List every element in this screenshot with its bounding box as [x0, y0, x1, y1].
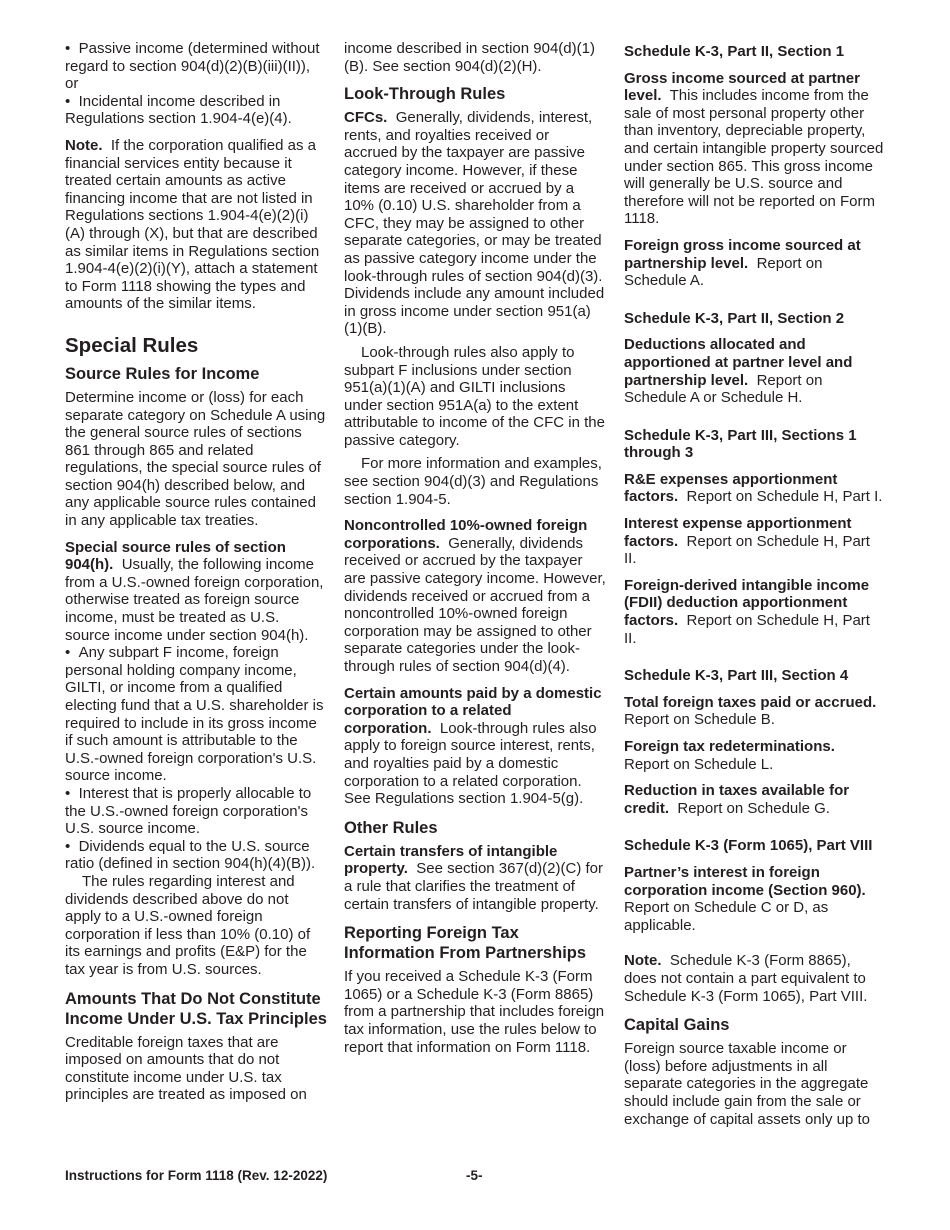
page-number: -5- [466, 1168, 483, 1183]
page-footer [65, 1168, 886, 1186]
gross-income-label: Gross income sourced at partner level. [624, 69, 860, 105]
bullet-incidental-income: • Incidental income described in Regulations section 1.904-4(e)(4). [65, 93, 327, 128]
re-text: Report on Schedule H, Part I. [686, 488, 883, 506]
certain-amounts-text: Look-through rules also apply to foreign source interest, rents, and royalties paid by a domestic corporation to a related corporation. See Regulations section 1.904-5(g). [344, 719, 597, 808]
column-right [624, 40, 886, 1137]
noncontrolled-label: Noncontrolled 10%-owned foreign corporations. [344, 517, 588, 552]
capital-gains-text: Foreign source taxable income or (loss) before adjustments in all separate categories in the aggregate should include gain from the sale or exchange of capital assets only up to [624, 1040, 870, 1128]
special-source-paragraph [65, 539, 327, 645]
transfers-text: See section 367(d)(2)(C) for a rule that clarifies the treatment of certain transfers of intangible property. [344, 860, 603, 913]
foreign-gross-label: Foreign gross income sourced at partnership level. [624, 236, 861, 272]
interest-label: Interest expense apportionment factors. [624, 515, 852, 550]
note-8865-text: Schedule K-3 (Form 8865), does not contain a part equivalent to Schedule K-3 (Form 1065), Part VIII. [624, 952, 868, 1005]
heading-part2-section1: Schedule K-3, Part II, Section 1 [624, 43, 845, 60]
reduction-paragraph [624, 782, 886, 817]
fdii-paragraph [624, 577, 886, 647]
partner-interest-label: Partner’s interest in foreign corporation income (Section 960). [624, 863, 866, 899]
bullet-interest: • Interest that is properly allocable to the U.S.-owned foreign corporation's U.S. source income. [65, 785, 327, 838]
footer-form-title: Instructions for Form 1118 (Rev. 12-2022) [65, 1168, 328, 1183]
gross-income-text: This includes income from the sale of most personal property other than inventory, depreciable property, and certain intangible property sourced under section 865. This gross income will generally be U.S. source and therefore will not be reported on Form 1118. [624, 87, 884, 228]
redeterminations-label: Foreign tax redeterminations. [624, 738, 835, 755]
interest-text: Report on Schedule H, Part II. [624, 532, 870, 568]
heading-part3-sections1-3: Schedule K-3, Part III, Sections 1 through 3 [624, 426, 857, 462]
reduction-label: Reduction in taxes available for credit. [624, 782, 850, 817]
amounts-heading: Amounts That Do Not Constitute Income Under U.S. Tax Principles [65, 989, 327, 1028]
reduction-text: Report on Schedule G. [677, 799, 830, 817]
partner-interest-paragraph [624, 864, 886, 934]
look-through-heading: Look-Through Rules [344, 85, 506, 104]
reporting-text: If you received a Schedule K-3 (Form 1065) or a Schedule K-3 (Form 8865) from a partnership that includes foreign tax information, use the rules below to report that information on Form 1118. [344, 968, 605, 1056]
bullet-passive-income: • Passive income (determined without regard to section 904(d)(2)(B)(iii)(II)), or [65, 40, 327, 93]
foreign-gross-paragraph [624, 237, 886, 290]
note-8865-label: Note. [624, 952, 662, 970]
deductions-label: Deductions allocated and apportioned at partner level and partnership level. [624, 336, 853, 389]
bullet-dividends: • Dividends equal to the U.S. source ratio (defined in section 904(h)(4)(B)). [65, 838, 327, 873]
more-info-text: For more information and examples, see section 904(d)(3) and Regulations section 1.904-5. [344, 455, 602, 508]
look-through-also: Look-through rules also apply to subpart F inclusions under section 951(a)(1)(A) and GILTI inclusions under section 951A(a) to the extent attributable to income of the CFC in the passive category. [344, 343, 605, 449]
heading-part3-section4: Schedule K-3, Part III, Section 4 [624, 667, 849, 685]
bullet-subpart-f: • Any subpart F income, foreign personal holding company income, GILTI, or income from a qualified electing fund that a U.S. shareholder is required to include in its gross income if such amount is attributable to the U.S.-owned foreign corporation's U.S. source income. [65, 644, 327, 785]
total-taxes-text: Report on Schedule B. [624, 711, 775, 729]
total-taxes-paragraph [624, 694, 886, 729]
re-label: R&E expenses apportionment factors. [624, 470, 838, 506]
gross-income-paragraph [624, 70, 886, 228]
note-label: Note. [65, 136, 103, 154]
cfcs-paragraph [344, 109, 606, 338]
redeterminations-text: Report on Schedule L. [624, 755, 774, 773]
column-middle [344, 40, 606, 1065]
special-source-label: Special source rules of section 904(h). [65, 538, 286, 574]
amounts-text: Creditable foreign taxes that are imposed on amounts that do not constitute income under U.S. tax principles are treated as imposed on [65, 1033, 307, 1104]
deductions-paragraph [624, 336, 886, 406]
note-8865-paragraph [624, 952, 886, 1005]
capital-gains-heading: Capital Gains [624, 1016, 730, 1035]
cfcs-label: CFCs. [344, 109, 388, 127]
other-rules-heading: Other Rules [344, 818, 438, 837]
rules-interest-text: The rules regarding interest and dividends described above do not apply to a U.S.-owned foreign corporation if less than 10% (0.10) of its earnings and profits (E&P) for the tax year is from U.S. sources. [65, 872, 311, 978]
note-paragraph [65, 137, 327, 313]
source-rules-text: Determine income or (loss) for each separate category on Schedule A using the general source rules of sections 861 through 865 and related regulations, the special source rules of section 904(h) described below, and any applicable source rules contained in any applicable tax treaties. [65, 388, 326, 530]
special-rules-heading: Special Rules [65, 333, 199, 357]
heading-part8: Schedule K-3 (Form 1065), Part VIII [624, 837, 873, 855]
source-rules-heading: Source Rules for Income [65, 364, 260, 383]
note-text: If the corporation qualified as a financial services entity because it treated certain amounts as active financing income that are not listed in Regulations sections 1.904-4(e)(2)(i)(A) through (X), but that are described as similar items in Regulations section 1.904-4(e)(2)(i)(Y), attach a statement to Form 1118 showing the types and amounts of the similar items. [65, 136, 320, 313]
total-taxes-label: Total foreign taxes paid or accrued. [624, 693, 877, 711]
certain-amounts-paragraph [344, 685, 606, 808]
re-paragraph [624, 471, 886, 506]
fdii-label: Foreign-derived intangible income (FDII) deduction apportionment factors. [624, 576, 870, 630]
fdii-text: Report on Schedule H, Part II. [624, 612, 870, 647]
redeterminations-paragraph [624, 738, 886, 773]
transfers-paragraph [344, 843, 606, 913]
partner-interest-text: Report on Schedule C or D, as applicable. [624, 899, 829, 934]
noncontrolled-text: Generally, dividends received or accrued by the taxpayer are passive category income. However, dividends received or accrued from a noncontrolled 10%-owned foreign corporation may be assigned to other separate categories under the look-through rules of section 904(d)(4). [344, 534, 606, 675]
interest-paragraph [624, 515, 886, 568]
reporting-heading: Reporting Foreign Tax Information From Partnerships [344, 924, 587, 963]
column-left [65, 40, 327, 1113]
certain-amounts-label: Certain amounts paid by a domestic corporation to a related corporation. [344, 684, 602, 737]
cfcs-text: Generally, dividends, interest, rents, and royalties received or accrued by the taxpayer are passive category income. However, if these items are received or accrued by a 10% (0.10) U.S. shareholder from a CFC, they may be assigned to other separate categories, or may be treated as passive category income under the look-through rules of section 904(d)(3). Dividends include any amount included in gross income under section 951(a)(1)(B). [344, 109, 605, 338]
noncontrolled-paragraph [344, 517, 606, 675]
transfers-label: Certain transfers of intangible property. [344, 842, 558, 878]
special-source-text: Usually, the following income from a U.S.-owned foreign corporation, otherwise treated as foreign source income, must be treated as U.S. source income under section 904(h). [65, 556, 324, 644]
deductions-text: Report on Schedule A or Schedule H. [624, 371, 823, 407]
heading-part2-section2: Schedule K-3, Part II, Section 2 [624, 309, 845, 327]
continuation-text: income described in section 904(d)(1)(B). See section 904(d)(2)(H). [344, 40, 595, 75]
foreign-gross-text: Report on Schedule A. [624, 254, 823, 290]
